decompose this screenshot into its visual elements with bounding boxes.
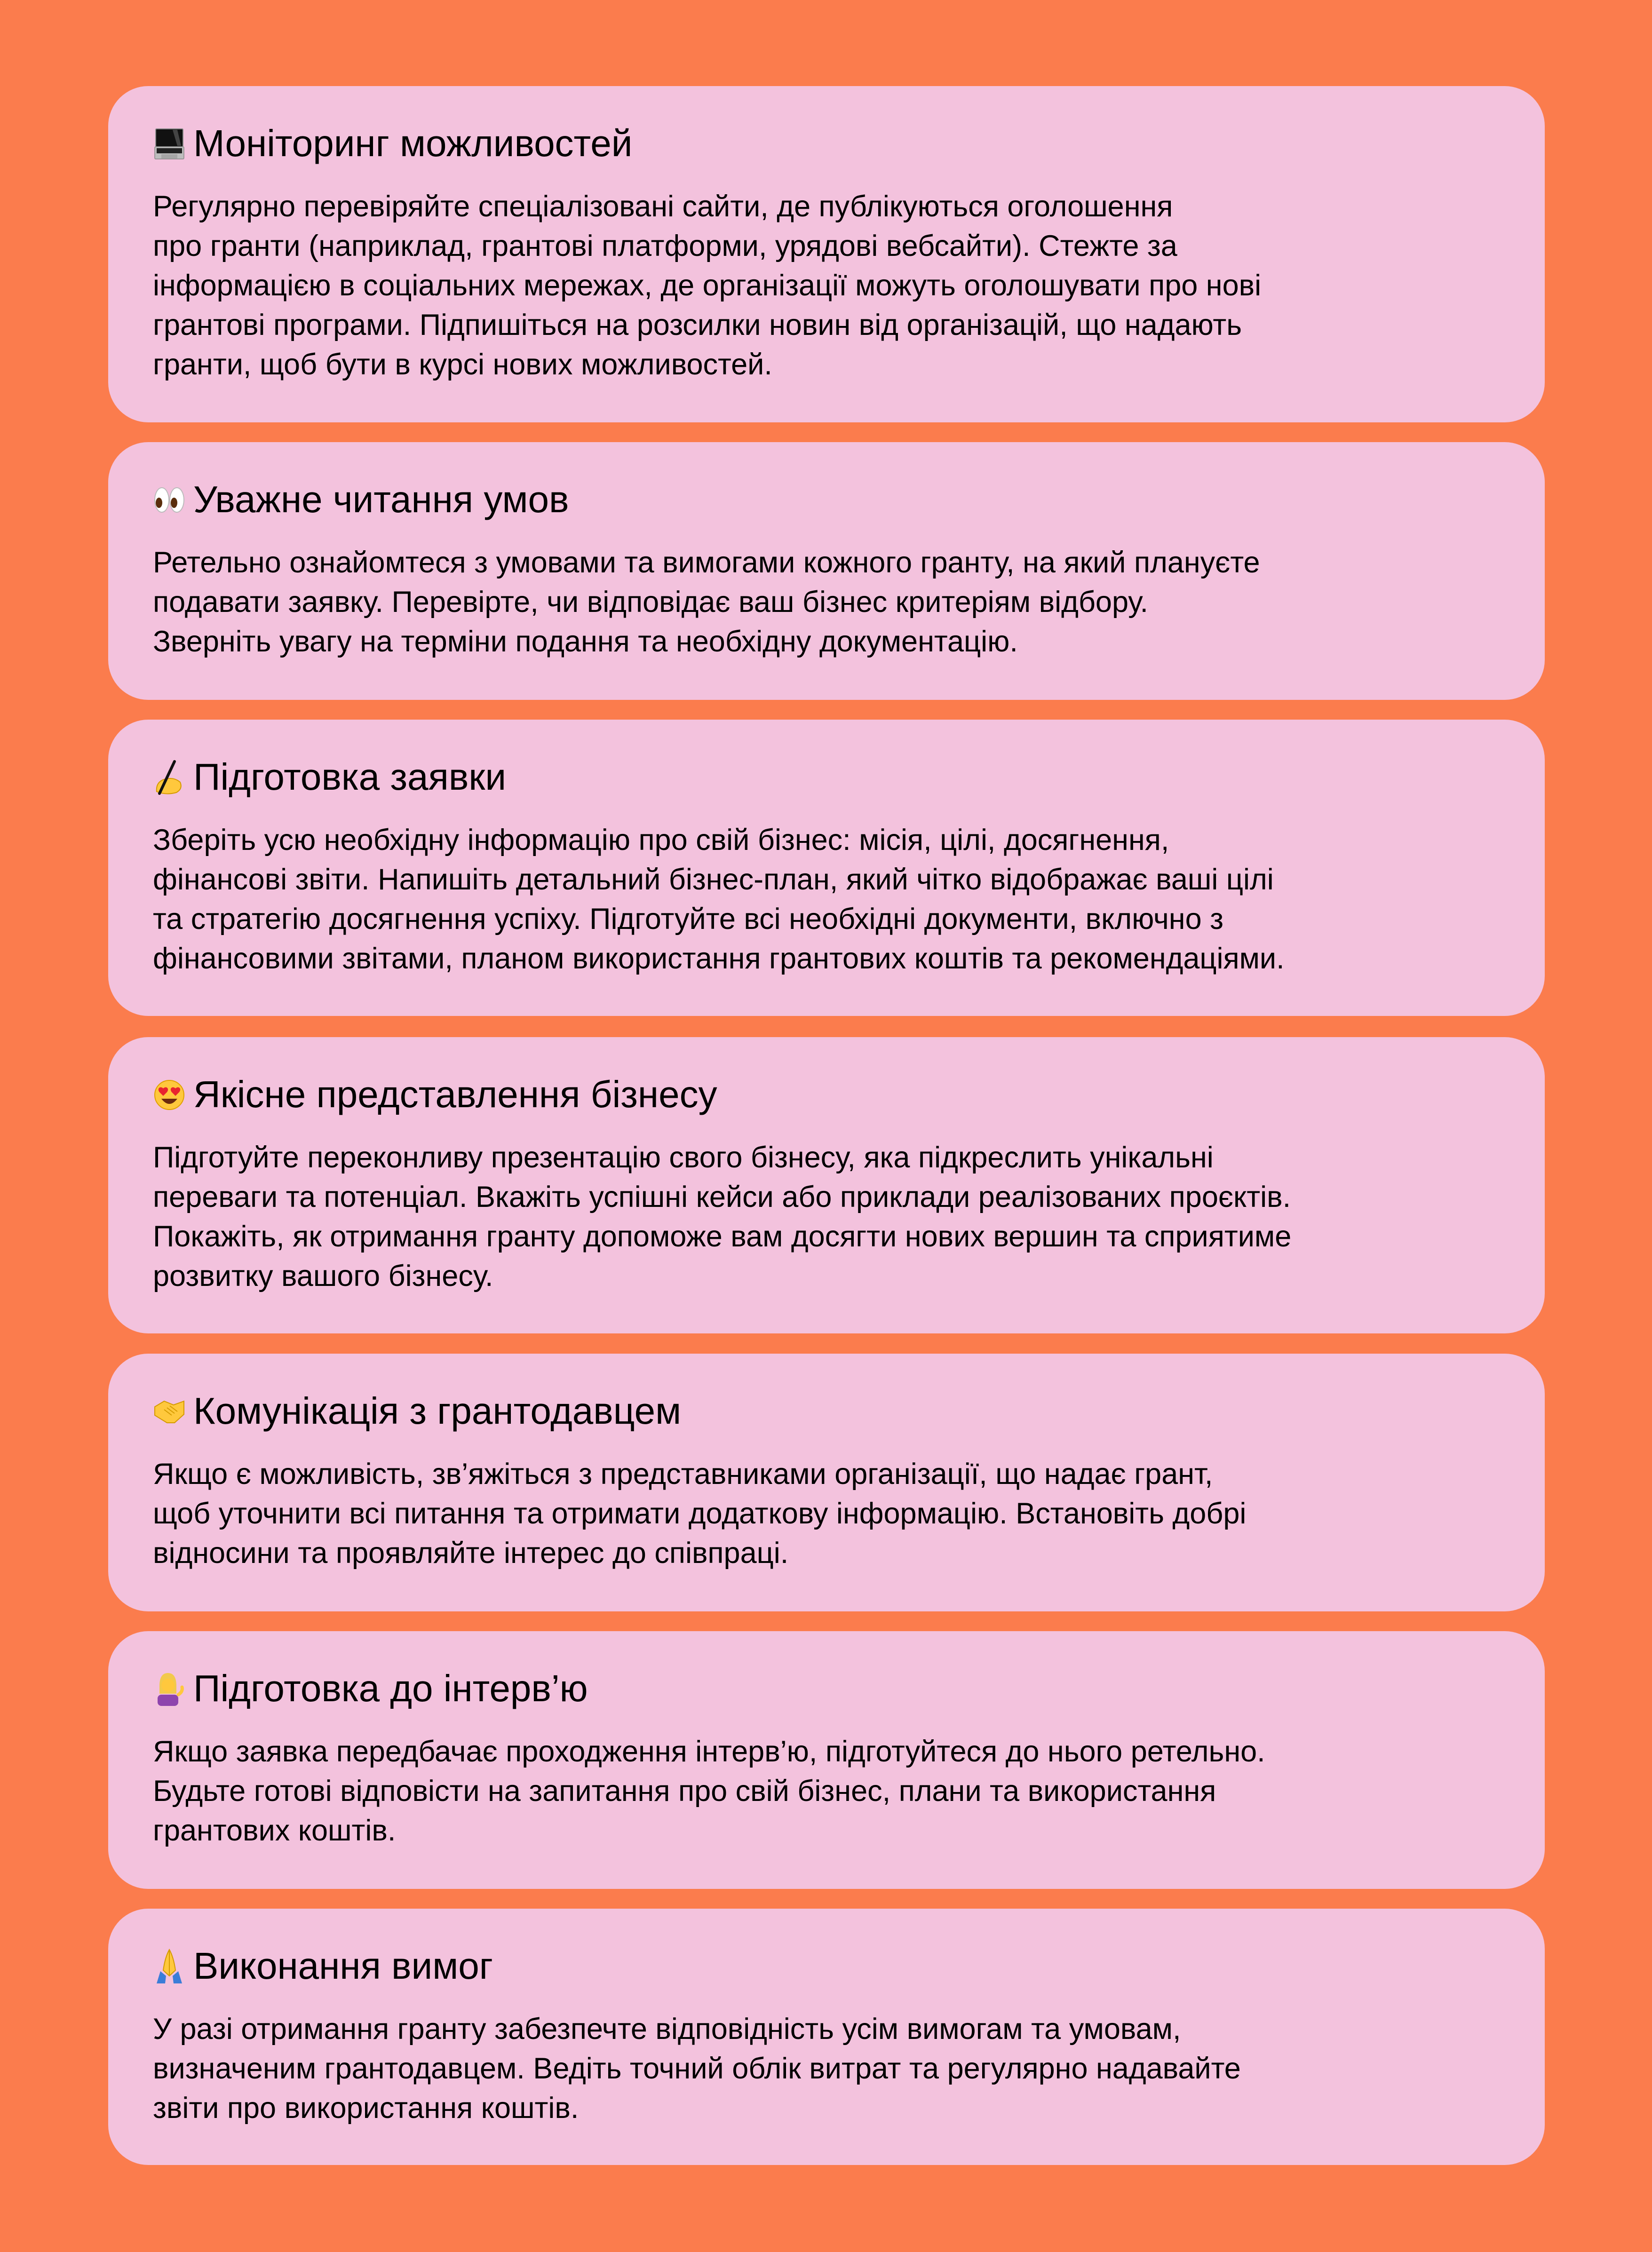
section-card-interview-prep <box>108 1631 1545 1889</box>
writing-hand-icon <box>153 759 186 795</box>
section-card-business-presentation <box>108 1037 1545 1333</box>
eyes-icon <box>153 481 186 518</box>
handshake-icon <box>153 1393 186 1429</box>
body-line: та стратегію досягнення успіху. Підготуйте всі необхідні документи, включно з <box>153 903 1224 936</box>
section-card-communication <box>108 1354 1545 1611</box>
body-line: Якщо є можливість, зв’яжіться з представниками організації, що надає грант, <box>153 1458 1213 1491</box>
body-line: Підготуйте переконливу презентацію свого бізнесу, яка підкреслить унікальні <box>153 1141 1214 1174</box>
body-line: визначеним грантодавцем. Ведіть точний облік витрат та регулярно надавайте <box>153 2052 1241 2085</box>
body-line: відносини та проявляйте інтерес до співпраці. <box>153 1537 789 1570</box>
body-line: грантових коштів. <box>153 1814 396 1847</box>
body-line: Якщо заявка передбачає проходження інтерв’ю, підготуйтеся до нього ретельно. <box>153 1735 1265 1768</box>
section-card-monitoring <box>108 86 1545 422</box>
section-title-text: Моніторинг можливостей <box>193 122 633 164</box>
body-line: розвитку вашого бізнесу. <box>153 1260 493 1293</box>
section-title-text: Виконання вимог <box>193 1945 493 1987</box>
body-line: У разі отримання гранту забезпечте відповідність усім вимогам та умовам, <box>153 2013 1181 2046</box>
body-line: інформацією в соціальних мережах, де організації можуть оголошувати про нові <box>153 269 1262 302</box>
section-card-application-prep <box>108 720 1545 1016</box>
section-body <box>153 1454 1508 1573</box>
laptop-icon <box>153 125 186 162</box>
section-body <box>153 187 1508 384</box>
section-card-compliance <box>108 1909 1545 2165</box>
body-line: Ретельно ознайомтеся з умовами та вимогами кожного гранту, на який плануєте <box>153 546 1260 579</box>
section-title <box>153 1071 1500 1118</box>
section-body <box>153 1732 1508 1850</box>
section-title-text: Підготовка до інтерв’ю <box>193 1667 588 1709</box>
section-title <box>153 1943 1500 1990</box>
body-line: про гранти (наприклад, грантові платформи, урядові вебсайти). Стежте за <box>153 230 1177 262</box>
body-line: щоб уточнити всі питання та отримати додаткову інформацію. Встановіть добрі <box>153 1497 1247 1530</box>
section-title-text: Якісне представлення бізнесу <box>193 1073 717 1115</box>
section-title <box>153 753 1500 801</box>
body-line: подавати заявку. Перевірте, чи відповідає ваш бізнес критеріям відбору. <box>153 586 1148 619</box>
section-body <box>153 543 1508 661</box>
person-tipping-hand-icon <box>153 1670 186 1707</box>
section-body <box>153 2009 1508 2128</box>
body-line: Покажіть, як отримання гранту допоможе вам досягти нових вершин та сприятиме <box>153 1220 1292 1253</box>
body-line: фінансовими звітами, планом використання грантових коштів та рекомендаціями. <box>153 942 1285 975</box>
folded-hands-icon <box>153 1948 186 1984</box>
section-title <box>153 1388 1500 1435</box>
body-line: переваги та потенціал. Вкажіть успішні кейси або приклади реалізованих проєктів. <box>153 1181 1291 1213</box>
section-title-text: Підготовка заявки <box>193 756 506 798</box>
body-line: Зберіть усю необхідну інформацію про свій бізнес: місія, цілі, досягнення, <box>153 824 1169 856</box>
section-card-reading-terms <box>108 442 1545 700</box>
body-line: Будьте готові відповісти на запитання про свій бізнес, плани та використання <box>153 1775 1216 1808</box>
body-line: грантові програми. Підпишіться на розсилки новин від організацій, що надають <box>153 309 1242 341</box>
body-line: фінансові звіти. Напишіть детальний бізнес-план, який чітко відображає ваші цілі <box>153 863 1274 896</box>
body-line: звіти про використання коштів. <box>153 2092 579 2125</box>
heart-eyes-icon <box>153 1076 186 1113</box>
body-line: Зверніть увагу на терміни подання та необхідну документацію. <box>153 625 1018 658</box>
section-title-text: Уважне читання умов <box>193 478 569 520</box>
section-title-text: Комунікація з грантодавцем <box>193 1390 682 1432</box>
section-body <box>153 820 1508 978</box>
section-title <box>153 1665 1500 1712</box>
section-title <box>153 120 1500 167</box>
body-line: гранти, щоб бути в курсі нових можливостей. <box>153 348 772 381</box>
section-body <box>153 1138 1508 1296</box>
body-line: Регулярно перевіряйте спеціалізовані сайти, де публікуються оголошення <box>153 190 1173 223</box>
section-title <box>153 476 1500 523</box>
